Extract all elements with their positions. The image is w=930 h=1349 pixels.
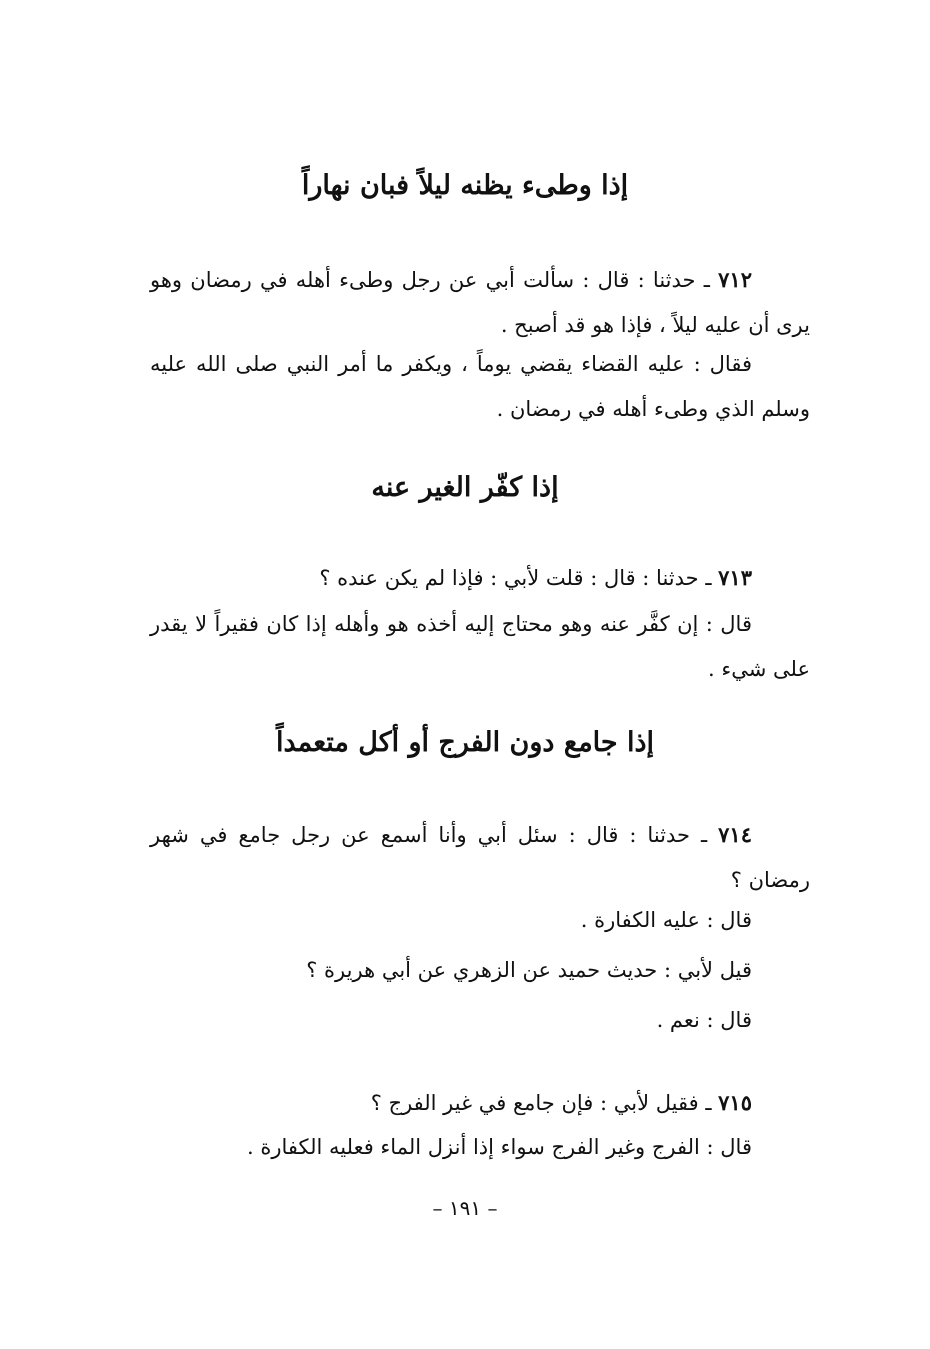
section-heading: إذا جامع دون الفرج أو أكل متعمداً	[275, 727, 655, 758]
entry-text: ـ حدثنا : قال : سئل أبي وأنا أسمع عن رجل جامع في شهر رمضان ؟	[150, 823, 810, 892]
entry-number: ٧١٥	[718, 1090, 752, 1115]
hadith-entry	[150, 555, 810, 601]
section-heading: إذا وطىء يظنه ليلاً فبان نهاراً	[301, 170, 629, 201]
answer-line: قال : عليه الكفارة .	[580, 908, 752, 932]
answer-line: قال : نعم .	[656, 1008, 752, 1032]
hadith-entry	[150, 812, 810, 903]
entry-text: ـ حدثنا : قال : قلت لأبي : فإذا لم يكن عنده ؟	[319, 566, 719, 590]
answer-paragraph: فقال : عليه القضاء يقضي يوماً ، ويكفر ما أمر النبي صلى الله عليه وسلم الذي وطىء أهله في رمضان .	[150, 352, 810, 421]
answer-paragraph: قال : إن كفَّر عنه وهو محتاج إليه أخذه هو وأهله إذا كان فقيراً لا يقدر على شيء .	[150, 612, 810, 681]
question-line: قيل لأبي : حديث حميد عن الزهري عن أبي هريرة ؟	[306, 958, 752, 982]
entry-number: ٧١٤	[718, 822, 752, 847]
answer-line: قال : الفرج وغير الفرج سواء إذا أنزل الماء فعليه الكفارة .	[247, 1135, 752, 1159]
page-number: – ١٩١ –	[432, 1196, 498, 1220]
entry-number: ٧١٣	[718, 565, 752, 590]
entry-text: ـ حدثنا : قال : سألت أبي عن رجل وطىء أهله في رمضان وهو يرى أن عليه ليلاً ، فإذا هو قد أصبح .	[150, 268, 810, 337]
section-heading: إذا كفّر الغير عنه	[371, 472, 559, 503]
entry-number: ٧١٢	[718, 267, 752, 292]
entry-text: ـ فقيل لأبي : فإن جامع في غير الفرج ؟	[370, 1091, 719, 1115]
hadith-entry	[150, 257, 810, 348]
hadith-entry	[371, 1080, 752, 1126]
